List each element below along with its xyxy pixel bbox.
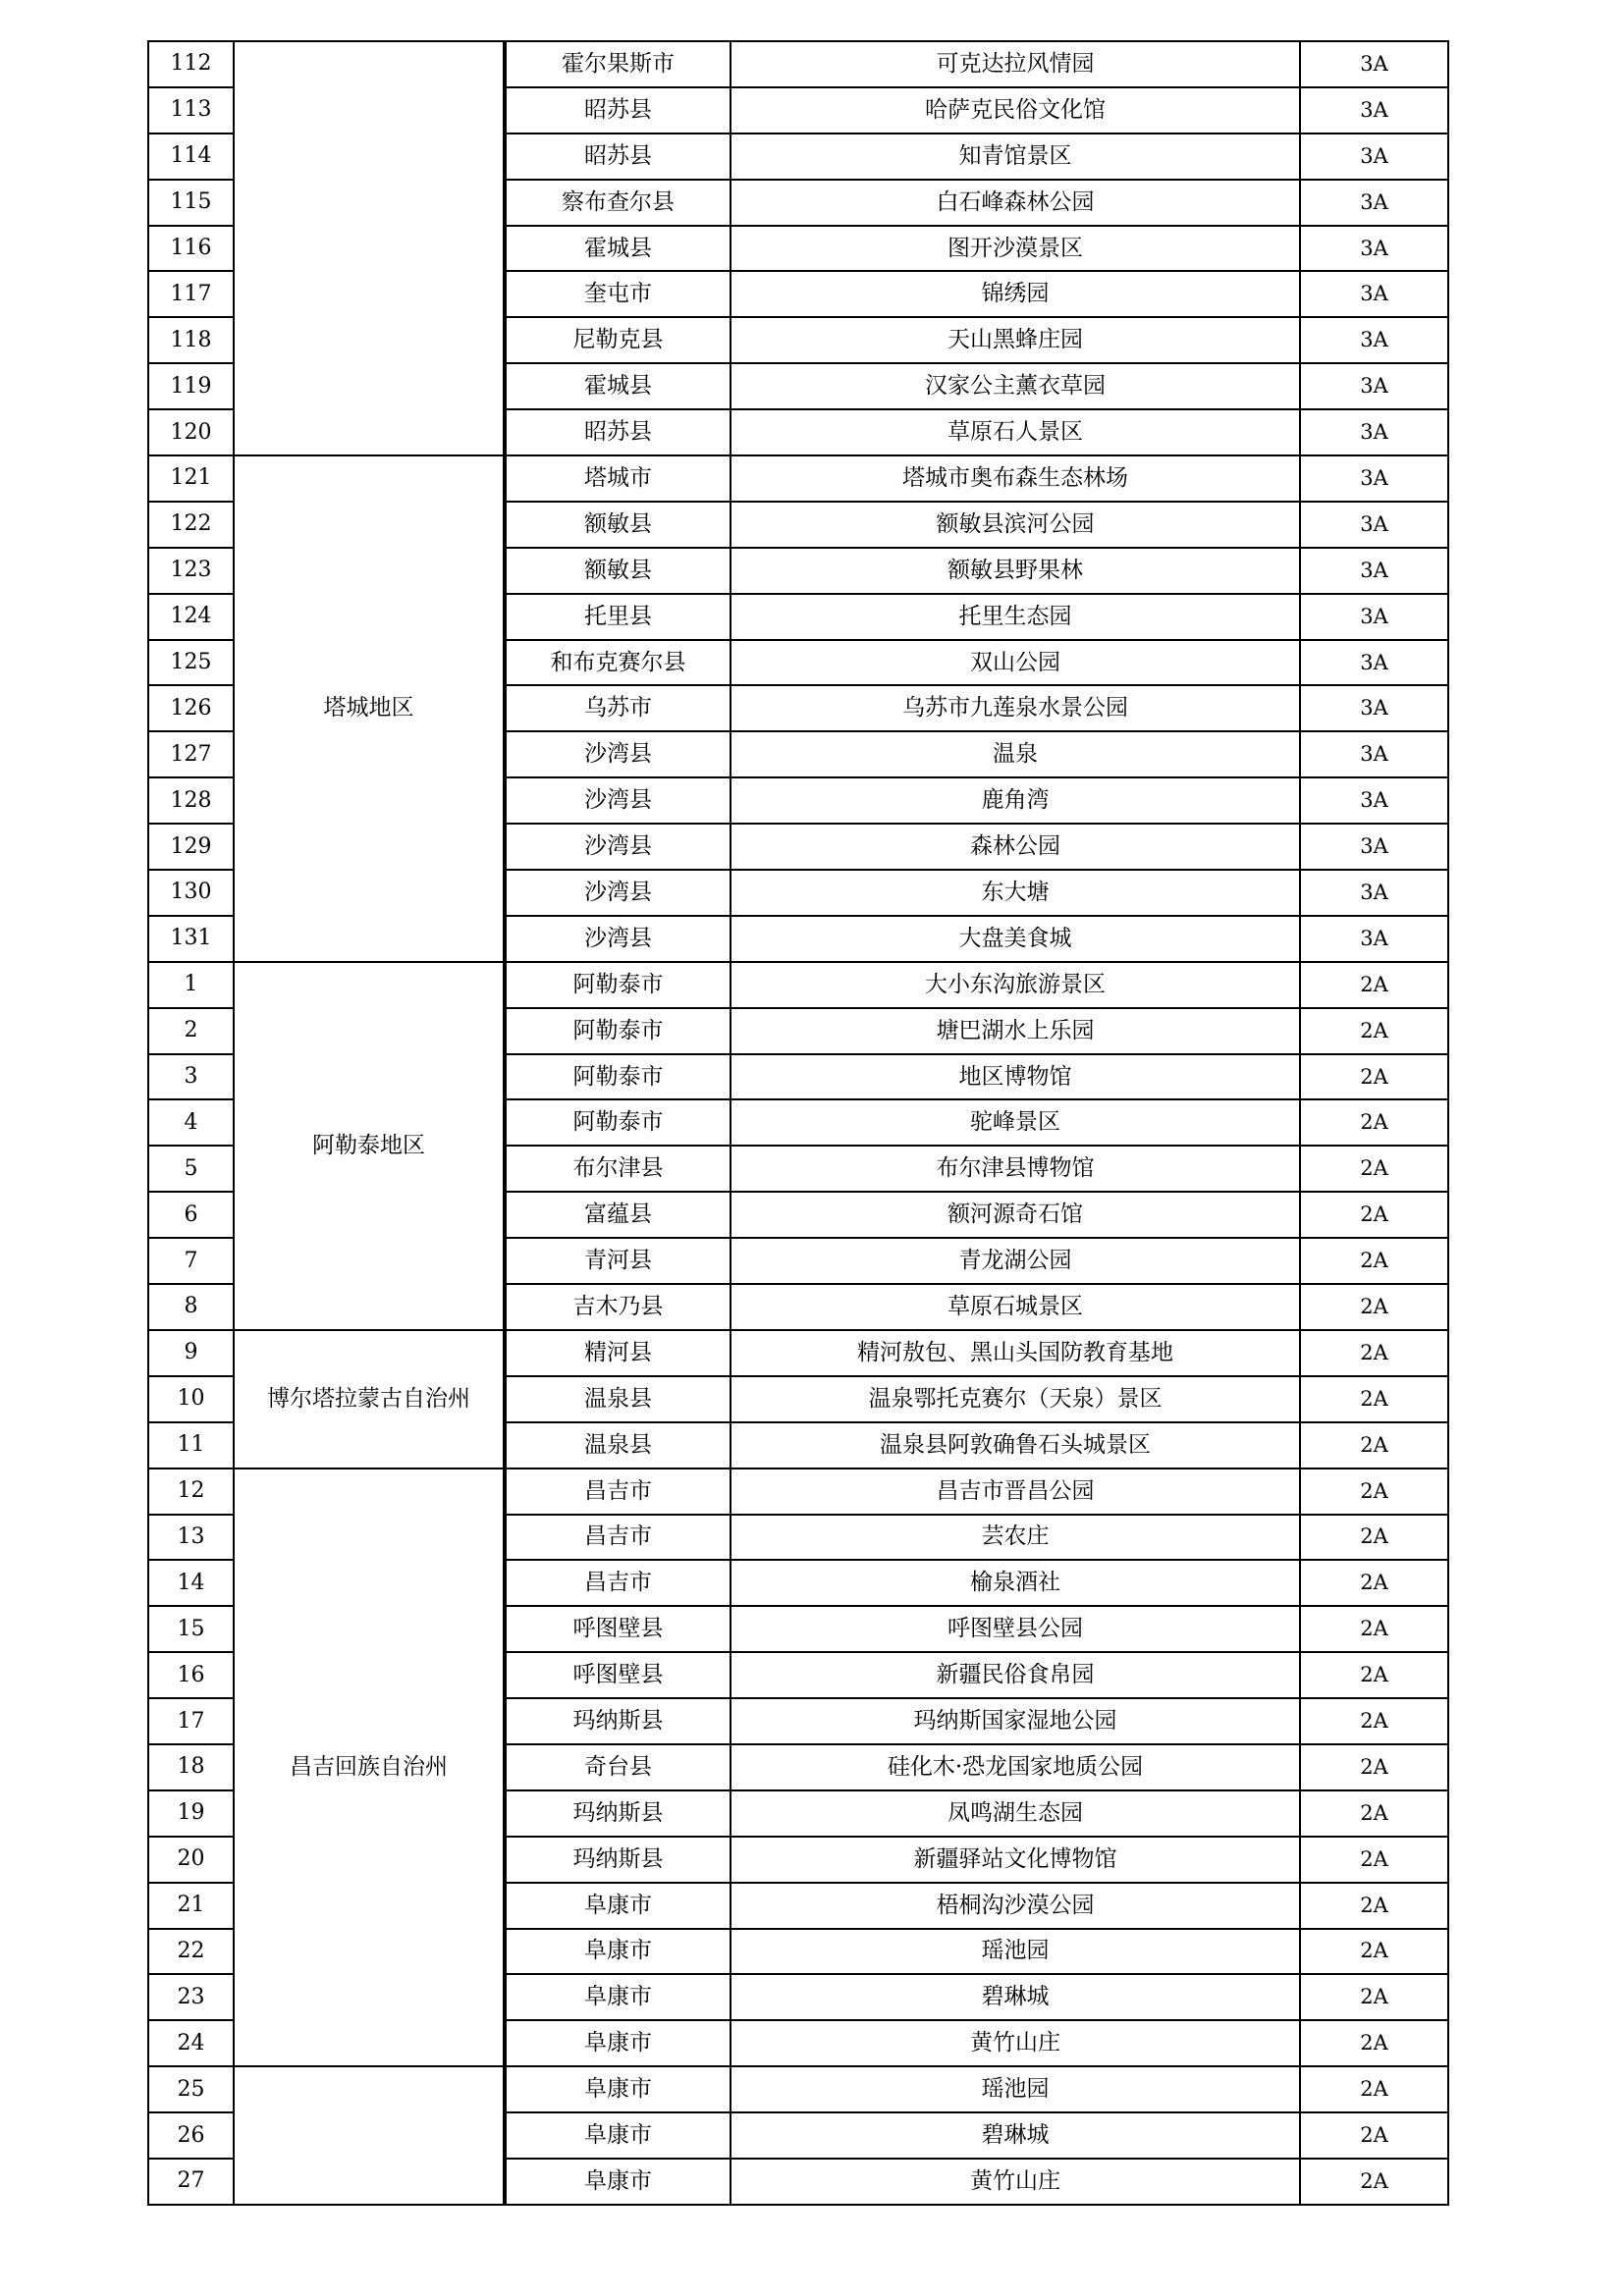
scenic-area-name-cell: 大小东沟旅游景区 bbox=[731, 962, 1300, 1008]
row-number-cell: 117 bbox=[148, 271, 234, 317]
county-cell: 温泉县 bbox=[506, 1422, 731, 1468]
rating-level-cell: 2A bbox=[1300, 1422, 1448, 1468]
row-number-cell: 128 bbox=[148, 777, 234, 824]
scenic-area-name-cell: 精河敖包、黑山头国防教育基地 bbox=[731, 1330, 1300, 1376]
row-number-cell: 21 bbox=[148, 1883, 234, 1929]
county-cell: 昭苏县 bbox=[506, 409, 731, 455]
rating-level-cell: 2A bbox=[1300, 1560, 1448, 1606]
scenic-area-name-cell: 汉家公主薰衣草园 bbox=[731, 363, 1300, 409]
scenic-area-name-cell: 塘巴湖水上乐园 bbox=[731, 1008, 1300, 1054]
region-cell: 昌吉回族自治州 bbox=[234, 1468, 504, 2067]
rating-level-cell: 3A bbox=[1300, 87, 1448, 133]
scenic-area-name-cell: 硅化木·恐龙国家地质公园 bbox=[731, 1744, 1300, 1790]
scenic-area-name-cell: 驼峰景区 bbox=[731, 1099, 1300, 1146]
rating-level-cell: 2A bbox=[1300, 1054, 1448, 1100]
row-number-cell: 3 bbox=[148, 1054, 234, 1100]
scenic-area-name-cell: 呼图壁县公园 bbox=[731, 1606, 1300, 1652]
scenic-area-name-cell: 知青馆景区 bbox=[731, 133, 1300, 180]
scenic-area-name-cell: 塔城市奥布森生态林场 bbox=[731, 455, 1300, 502]
row-number-cell: 11 bbox=[148, 1422, 234, 1468]
county-cell: 阜康市 bbox=[506, 1929, 731, 1975]
county-cell: 额敏县 bbox=[506, 502, 731, 548]
rating-level-cell: 2A bbox=[1300, 1192, 1448, 1238]
rating-level-cell: 3A bbox=[1300, 640, 1448, 686]
scenic-area-name-cell: 芸农庄 bbox=[731, 1515, 1300, 1561]
county-cell: 昌吉市 bbox=[506, 1515, 731, 1561]
county-cell: 玛纳斯县 bbox=[506, 1698, 731, 1744]
row-number-cell: 118 bbox=[148, 317, 234, 363]
scenic-area-name-cell: 新疆驿站文化博物馆 bbox=[731, 1837, 1300, 1883]
county-cell: 沙湾县 bbox=[506, 870, 731, 916]
rating-level-cell: 2A bbox=[1300, 1698, 1448, 1744]
county-cell: 霍城县 bbox=[506, 226, 731, 272]
rating-level-cell: 2A bbox=[1300, 1146, 1448, 1192]
rating-level-cell: 2A bbox=[1300, 1790, 1448, 1837]
row-number-cell: 116 bbox=[148, 226, 234, 272]
county-cell: 阜康市 bbox=[506, 2112, 731, 2159]
scenic-area-name-cell: 额河源奇石馆 bbox=[731, 1192, 1300, 1238]
county-cell: 富蕴县 bbox=[506, 1192, 731, 1238]
row-number-cell: 126 bbox=[148, 685, 234, 731]
scenic-area-name-cell: 草原石人景区 bbox=[731, 409, 1300, 455]
county-cell: 霍城县 bbox=[506, 363, 731, 409]
row-number-cell: 12 bbox=[148, 1468, 234, 1515]
row-number-cell: 1 bbox=[148, 962, 234, 1008]
scenic-area-name-cell: 东大塘 bbox=[731, 870, 1300, 916]
row-number-cell: 114 bbox=[148, 133, 234, 180]
county-cell: 塔城市 bbox=[506, 455, 731, 502]
county-cell: 阜康市 bbox=[506, 1974, 731, 2020]
table-row bbox=[148, 1330, 1448, 1376]
row-number-cell: 13 bbox=[148, 1515, 234, 1561]
scenic-area-name-cell: 黄竹山庄 bbox=[731, 2020, 1300, 2066]
scenic-area-name-cell: 昌吉市晋昌公园 bbox=[731, 1468, 1300, 1515]
row-number-cell: 113 bbox=[148, 87, 234, 133]
row-number-cell: 122 bbox=[148, 502, 234, 548]
rating-level-cell: 3A bbox=[1300, 731, 1448, 777]
county-cell: 奎屯市 bbox=[506, 271, 731, 317]
scenic-area-name-cell: 梧桐沟沙漠公园 bbox=[731, 1883, 1300, 1929]
rating-level-cell: 2A bbox=[1300, 1238, 1448, 1284]
county-cell: 沙湾县 bbox=[506, 777, 731, 824]
row-number-cell: 127 bbox=[148, 731, 234, 777]
region-cell bbox=[234, 41, 504, 455]
row-number-cell: 129 bbox=[148, 824, 234, 870]
rating-level-cell: 2A bbox=[1300, 1284, 1448, 1330]
scenic-area-name-cell: 布尔津县博物馆 bbox=[731, 1146, 1300, 1192]
rating-level-cell: 2A bbox=[1300, 1468, 1448, 1515]
row-number-cell: 7 bbox=[148, 1238, 234, 1284]
table-row bbox=[148, 962, 1448, 1008]
row-number-cell: 119 bbox=[148, 363, 234, 409]
rating-level-cell: 3A bbox=[1300, 409, 1448, 455]
rating-level-cell: 2A bbox=[1300, 2020, 1448, 2066]
county-cell: 沙湾县 bbox=[506, 824, 731, 870]
row-number-cell: 8 bbox=[148, 1284, 234, 1330]
rating-level-cell: 2A bbox=[1300, 1929, 1448, 1975]
county-cell: 和布克赛尔县 bbox=[506, 640, 731, 686]
rating-level-cell: 2A bbox=[1300, 1515, 1448, 1561]
rating-level-cell: 3A bbox=[1300, 133, 1448, 180]
scenic-area-name-cell: 托里生态园 bbox=[731, 594, 1300, 640]
rating-level-cell: 3A bbox=[1300, 226, 1448, 272]
row-number-cell: 5 bbox=[148, 1146, 234, 1192]
scenic-area-name-cell: 黄竹山庄 bbox=[731, 2159, 1300, 2205]
scenic-area-name-cell: 碧琳城 bbox=[731, 2112, 1300, 2159]
scenic-area-name-cell: 森林公园 bbox=[731, 824, 1300, 870]
row-number-cell: 24 bbox=[148, 2020, 234, 2066]
scenic-area-name-cell: 乌苏市九莲泉水景公园 bbox=[731, 685, 1300, 731]
rating-level-cell: 3A bbox=[1300, 180, 1448, 226]
scenic-area-name-cell: 额敏县野果林 bbox=[731, 548, 1300, 594]
rating-level-cell: 3A bbox=[1300, 363, 1448, 409]
row-number-cell: 120 bbox=[148, 409, 234, 455]
row-number-cell: 15 bbox=[148, 1606, 234, 1652]
row-number-cell: 115 bbox=[148, 180, 234, 226]
row-number-cell: 4 bbox=[148, 1099, 234, 1146]
county-cell: 精河县 bbox=[506, 1330, 731, 1376]
scenic-area-name-cell: 双山公园 bbox=[731, 640, 1300, 686]
scenic-area-name-cell: 大盘美食城 bbox=[731, 916, 1300, 962]
rating-level-cell: 3A bbox=[1300, 594, 1448, 640]
county-cell: 玛纳斯县 bbox=[506, 1790, 731, 1837]
county-cell: 尼勒克县 bbox=[506, 317, 731, 363]
rating-level-cell: 3A bbox=[1300, 41, 1448, 87]
row-number-cell: 26 bbox=[148, 2112, 234, 2159]
rating-level-cell: 3A bbox=[1300, 870, 1448, 916]
row-number-cell: 20 bbox=[148, 1837, 234, 1883]
county-cell: 额敏县 bbox=[506, 548, 731, 594]
row-number-cell: 6 bbox=[148, 1192, 234, 1238]
region-cell: 塔城地区 bbox=[234, 455, 504, 962]
rating-level-cell: 2A bbox=[1300, 1652, 1448, 1698]
scenic-area-name-cell: 哈萨克民俗文化馆 bbox=[731, 87, 1300, 133]
row-number-cell: 25 bbox=[148, 2066, 234, 2112]
rating-level-cell: 2A bbox=[1300, 1744, 1448, 1790]
row-number-cell: 16 bbox=[148, 1652, 234, 1698]
scenic-area-name-cell: 图开沙漠景区 bbox=[731, 226, 1300, 272]
row-number-cell: 112 bbox=[148, 41, 234, 87]
county-cell: 奇台县 bbox=[506, 1744, 731, 1790]
row-number-cell: 124 bbox=[148, 594, 234, 640]
scenic-area-name-cell: 凤鸣湖生态园 bbox=[731, 1790, 1300, 1837]
rating-level-cell: 2A bbox=[1300, 962, 1448, 1008]
scenic-area-name-cell: 鹿角湾 bbox=[731, 777, 1300, 824]
scenic-area-name-cell: 青龙湖公园 bbox=[731, 1238, 1300, 1284]
table-row bbox=[148, 2066, 1448, 2112]
rating-level-cell: 3A bbox=[1300, 502, 1448, 548]
county-cell: 阜康市 bbox=[506, 2066, 731, 2112]
rating-level-cell: 2A bbox=[1300, 1376, 1448, 1422]
scenic-area-name-cell: 温泉鄂托克赛尔（天泉）景区 bbox=[731, 1376, 1300, 1422]
scenic-area-name-cell: 榆泉酒社 bbox=[731, 1560, 1300, 1606]
scenic-area-name-cell: 草原石城景区 bbox=[731, 1284, 1300, 1330]
county-cell: 托里县 bbox=[506, 594, 731, 640]
rating-level-cell: 2A bbox=[1300, 1330, 1448, 1376]
county-cell: 沙湾县 bbox=[506, 731, 731, 777]
county-cell: 沙湾县 bbox=[506, 916, 731, 962]
table-row bbox=[148, 1468, 1448, 1515]
rating-level-cell: 2A bbox=[1300, 1974, 1448, 2020]
scenic-area-name-cell: 温泉县阿敦确鲁石头城景区 bbox=[731, 1422, 1300, 1468]
row-number-cell: 19 bbox=[148, 1790, 234, 1837]
county-cell: 阜康市 bbox=[506, 2020, 731, 2066]
county-cell: 昭苏县 bbox=[506, 87, 731, 133]
county-cell: 阜康市 bbox=[506, 1883, 731, 1929]
scenic-area-name-cell: 额敏县滨河公园 bbox=[731, 502, 1300, 548]
row-number-cell: 123 bbox=[148, 548, 234, 594]
rating-level-cell: 2A bbox=[1300, 1008, 1448, 1054]
region-cell bbox=[234, 2066, 504, 2205]
region-cell: 阿勒泰地区 bbox=[234, 962, 504, 1330]
county-cell: 温泉县 bbox=[506, 1376, 731, 1422]
county-cell: 察布查尔县 bbox=[506, 180, 731, 226]
scenic-area-name-cell: 地区博物馆 bbox=[731, 1054, 1300, 1100]
rating-level-cell: 3A bbox=[1300, 824, 1448, 870]
county-cell: 阿勒泰市 bbox=[506, 1008, 731, 1054]
row-number-cell: 121 bbox=[148, 455, 234, 502]
rating-level-cell: 3A bbox=[1300, 271, 1448, 317]
scenic-area-name-cell: 玛纳斯国家湿地公园 bbox=[731, 1698, 1300, 1744]
county-cell: 阿勒泰市 bbox=[506, 1054, 731, 1100]
county-cell: 青河县 bbox=[506, 1238, 731, 1284]
county-cell: 布尔津县 bbox=[506, 1146, 731, 1192]
rating-level-cell: 3A bbox=[1300, 317, 1448, 363]
county-cell: 呼图壁县 bbox=[506, 1606, 731, 1652]
row-number-cell: 23 bbox=[148, 1974, 234, 2020]
rating-level-cell: 2A bbox=[1300, 2066, 1448, 2112]
rating-level-cell: 2A bbox=[1300, 1099, 1448, 1146]
county-cell: 玛纳斯县 bbox=[506, 1837, 731, 1883]
county-cell: 霍尔果斯市 bbox=[506, 41, 731, 87]
scenic-area-name-cell: 碧琳城 bbox=[731, 1974, 1300, 2020]
row-number-cell: 17 bbox=[148, 1698, 234, 1744]
rating-level-cell: 2A bbox=[1300, 2112, 1448, 2159]
county-cell: 阿勒泰市 bbox=[506, 1099, 731, 1146]
scenic-area-name-cell: 温泉 bbox=[731, 731, 1300, 777]
county-cell: 昭苏县 bbox=[506, 133, 731, 180]
row-number-cell: 131 bbox=[148, 916, 234, 962]
county-cell: 昌吉市 bbox=[506, 1468, 731, 1515]
row-number-cell: 125 bbox=[148, 640, 234, 686]
county-cell: 吉木乃县 bbox=[506, 1284, 731, 1330]
row-number-cell: 22 bbox=[148, 1929, 234, 1975]
rating-level-cell: 3A bbox=[1300, 548, 1448, 594]
row-number-cell: 14 bbox=[148, 1560, 234, 1606]
rating-level-cell: 3A bbox=[1300, 455, 1448, 502]
row-number-cell: 2 bbox=[148, 1008, 234, 1054]
scenic-area-name-cell: 可克达拉风情园 bbox=[731, 41, 1300, 87]
scenic-area-name-cell: 锦绣园 bbox=[731, 271, 1300, 317]
county-cell: 昌吉市 bbox=[506, 1560, 731, 1606]
table-body bbox=[148, 41, 1448, 2205]
county-cell: 呼图壁县 bbox=[506, 1652, 731, 1698]
row-number-cell: 27 bbox=[148, 2159, 234, 2205]
rating-level-cell: 2A bbox=[1300, 1606, 1448, 1652]
row-number-cell: 18 bbox=[148, 1744, 234, 1790]
row-number-cell: 10 bbox=[148, 1376, 234, 1422]
rating-level-cell: 2A bbox=[1300, 1883, 1448, 1929]
row-number-cell: 130 bbox=[148, 870, 234, 916]
scenic-area-table bbox=[147, 40, 1449, 2206]
rating-level-cell: 3A bbox=[1300, 685, 1448, 731]
scenic-area-name-cell: 白石峰森林公园 bbox=[731, 180, 1300, 226]
county-cell: 乌苏市 bbox=[506, 685, 731, 731]
table-row bbox=[148, 455, 1448, 502]
scenic-area-name-cell: 瑶池园 bbox=[731, 2066, 1300, 2112]
rating-level-cell: 3A bbox=[1300, 916, 1448, 962]
table-row bbox=[148, 41, 1448, 87]
rating-level-cell: 2A bbox=[1300, 2159, 1448, 2205]
scenic-area-name-cell: 天山黑蜂庄园 bbox=[731, 317, 1300, 363]
county-cell: 阜康市 bbox=[506, 2159, 731, 2205]
region-cell: 博尔塔拉蒙古自治州 bbox=[234, 1330, 504, 1468]
scenic-area-name-cell: 新疆民俗食帛园 bbox=[731, 1652, 1300, 1698]
county-cell: 阿勒泰市 bbox=[506, 962, 731, 1008]
rating-level-cell: 2A bbox=[1300, 1837, 1448, 1883]
row-number-cell: 9 bbox=[148, 1330, 234, 1376]
rating-level-cell: 3A bbox=[1300, 777, 1448, 824]
scenic-area-name-cell: 瑶池园 bbox=[731, 1929, 1300, 1975]
